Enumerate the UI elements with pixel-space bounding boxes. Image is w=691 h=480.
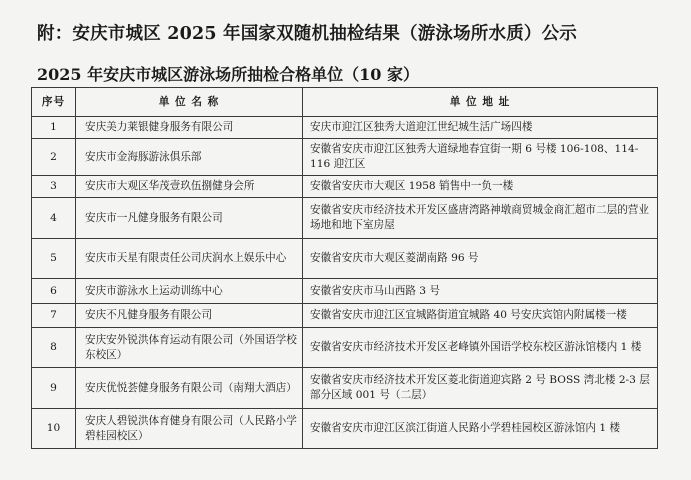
header-no: 序号 [32,88,76,117]
table-row [32,279,658,304]
table-row [32,117,658,139]
table-row [32,239,658,279]
row-number: 3 [32,176,76,198]
table-row [32,328,658,368]
table-row [32,304,658,328]
row-number: 9 [32,368,76,409]
row-number: 1 [32,117,76,139]
unit-address: 安徽省安庆市迎江区独秀大道绿地春宜街一期 6 号楼 106-108、114-116 迎江区 [303,139,658,176]
unit-name: 安庆不凡健身服务有限公司 [76,304,303,328]
header-address: 单 位 地 址 [303,88,658,117]
unit-address: 安徽省安庆市迎江区滨江街道人民路小学碧桂园校区游泳馆内 1 楼 [303,409,658,449]
table-row [32,368,658,409]
unit-name: 安庆市一凡健身服务有限公司 [76,198,303,239]
row-number: 7 [32,304,76,328]
row-number: 2 [32,139,76,176]
row-number: 10 [32,409,76,449]
unit-address: 安徽省安庆市经济技术开发区菱北街道迎宾路 2 号 BOSS 湾北楼 2-3 层部分区域 001 号（二层） [303,368,658,409]
header-name: 单 位 名 称 [76,88,303,117]
unit-address: 安徽省安庆市马山西路 3 号 [303,279,658,304]
unit-address: 安徽省安庆市大观区 1958 销售中一负一楼 [303,176,658,198]
unit-address: 安徽省安庆市经济技术开发区老峰镇外国语学校东校区游泳馆楼内 1 楼 [303,328,658,368]
row-number: 4 [32,198,76,239]
document-title: 附：安庆市城区 2025 年国家双随机抽检结果（游泳场所水质）公示 [37,24,577,44]
unit-name: 安庆市金海豚游泳俱乐部 [76,139,303,176]
unit-name: 安庆市大观区华茂壹玖伍捌健身会所 [76,176,303,198]
unit-address: 安徽省安庆市大观区菱湖南路 96 号 [303,239,658,279]
document-subtitle: 2025 年安庆市城区游泳场所抽检合格单位（10 家） [37,65,419,84]
unit-name: 安庆安外锐洪体育运动有限公司（外国语学校东校区） [76,328,303,368]
row-number: 5 [32,239,76,279]
table-row [32,198,658,239]
unit-address: 安徽省安庆市经济技术开发区盛唐湾路神墩商贸城金商汇超市二层的营业场地和地下室房屋 [303,198,658,239]
table-row [32,409,658,449]
unit-address: 安徽省安庆市迎江区宜城路街道宜城路 40 号安庆宾馆内附属楼一楼 [303,304,658,328]
unit-name: 安庆市游泳水上运动训练中心 [76,279,303,304]
qualified-units-table [31,87,658,449]
row-number: 6 [32,279,76,304]
row-number: 8 [32,328,76,368]
unit-name: 安庆市天星有限责任公司庆润水上娱乐中心 [76,239,303,279]
table-row [32,176,658,198]
unit-address: 安庆市迎江区独秀大道迎江世纪城生活广场四楼 [303,117,658,139]
table-row [32,139,658,176]
unit-name: 安庆美力莱银健身服务有限公司 [76,117,303,139]
unit-name: 安庆人碧锐洪体育健身有限公司（人民路小学碧桂园校区） [76,409,303,449]
table-header-row [32,88,658,117]
unit-name: 安庆优悦荟健身服务有限公司（南翔大酒店） [76,368,303,409]
